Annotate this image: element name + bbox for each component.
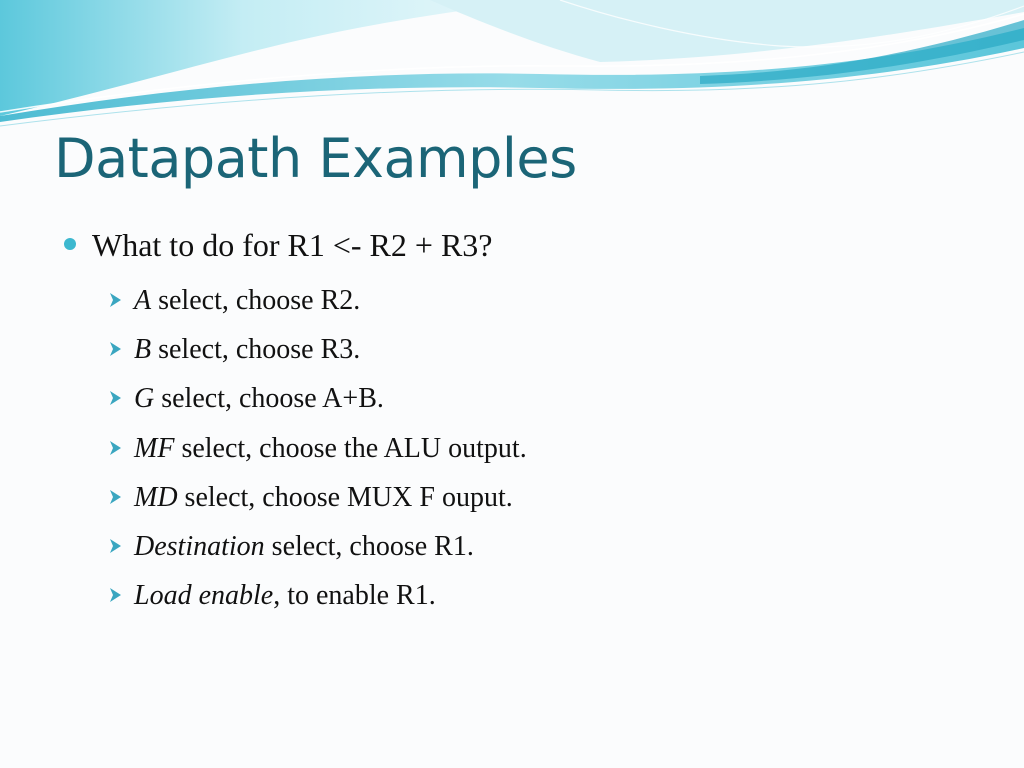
sub-bullet-term: MF — [134, 432, 175, 464]
arrowhead-bullet-icon — [106, 388, 126, 408]
sub-bullet-text: select, choose R3. — [151, 334, 361, 366]
sub-bullet-text: select, choose MUX F ouput. — [177, 481, 513, 513]
sub-bullet-text: select, choose A+B. — [154, 383, 384, 415]
sub-bullet-text: select, choose the ALU output. — [174, 432, 527, 464]
arrowhead-bullet-icon — [106, 585, 126, 605]
sub-bullet-load-enable — [62, 571, 982, 620]
arrowhead-bullet-icon — [106, 339, 126, 359]
arrowhead-bullet-icon — [106, 438, 126, 458]
arrowhead-bullet-icon — [106, 487, 126, 507]
slide-title: Datapath Examples — [54, 127, 577, 190]
round-bullet-icon — [64, 238, 76, 250]
sub-bullet-g-select — [62, 374, 982, 423]
sub-bullet-text: select, choose R1. — [264, 530, 474, 562]
sub-bullet-term: A — [134, 285, 152, 316]
bullet-list — [62, 224, 982, 620]
main-bullet-text: What to do for R1 <- R2 + R3? — [92, 227, 493, 263]
sub-bullet-text: select, choose R2. — [151, 285, 361, 316]
sub-bullet-term: G — [134, 383, 155, 415]
header-wave-decoration — [0, 0, 1024, 130]
sub-bullet-term: MD — [134, 481, 178, 513]
sub-bullet-mf-select — [62, 424, 982, 473]
sub-bullet-list — [62, 276, 982, 620]
arrowhead-bullet-icon — [106, 290, 126, 310]
sub-bullet-md-select — [62, 473, 982, 522]
sub-bullet-term: B — [134, 334, 152, 366]
sub-bullet-b-select — [62, 325, 982, 374]
sub-bullet-text: , to enable R1. — [273, 580, 436, 612]
arrowhead-bullet-icon — [106, 536, 126, 556]
sub-bullet-term: Destination — [134, 530, 265, 562]
sub-bullet-a-select — [62, 276, 982, 325]
sub-bullet-destination-select — [62, 522, 982, 571]
main-bullet — [62, 224, 982, 266]
sub-bullet-term: Load enable — [134, 580, 274, 612]
